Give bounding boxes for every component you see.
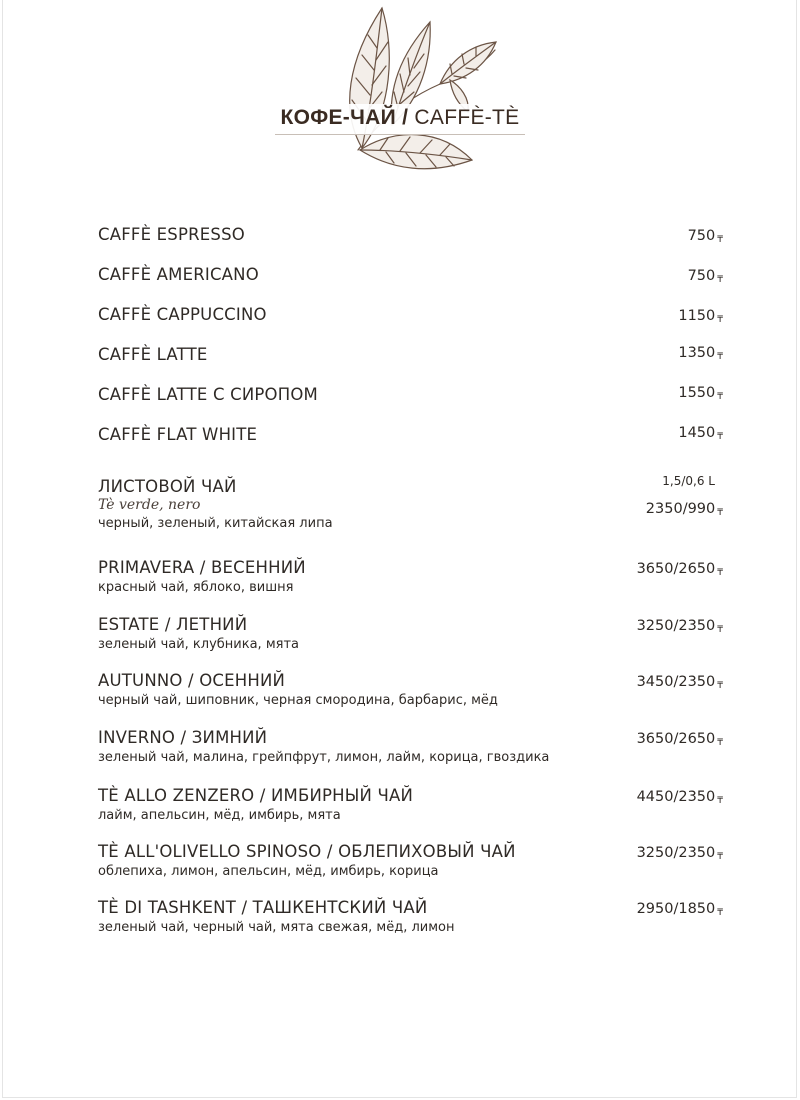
item-name: TÈ ALL'OLIVELLO SPINOSO / ОБЛЕПИХОВЫЙ ЧАЙ	[98, 842, 516, 861]
item-name: CAFFÈ LATTE С СИРОПОМ	[98, 385, 318, 404]
item-price	[688, 228, 723, 244]
item-price	[678, 425, 723, 441]
item-price	[637, 618, 723, 634]
menu-item	[98, 842, 723, 879]
item-name: CAFFÈ FLAT WHITE	[98, 425, 258, 444]
item-price	[637, 901, 723, 917]
item-name: INVERNO / ЗИМНИЙ	[98, 728, 268, 747]
currency-symbol: ₸	[717, 738, 723, 748]
item-price	[678, 308, 723, 324]
price-value: 3450/2350	[636, 674, 716, 690]
price-value: 3650/2650	[636, 731, 716, 747]
menu-item	[98, 728, 723, 765]
menu-item	[98, 671, 723, 708]
item-price	[688, 268, 723, 284]
item-price	[637, 561, 723, 577]
currency-symbol: ₸	[717, 508, 723, 518]
item-description: облепиха, лимон, апельсин, мёд, имбирь, корица	[98, 864, 439, 879]
title-ru: КОФЕ-ЧАЙ /	[280, 106, 409, 129]
menu-title	[0, 104, 800, 135]
size-label: 1,5/0,6 L	[662, 474, 715, 488]
item-price	[637, 845, 723, 861]
item-name: CAFFÈ LATTE	[98, 345, 208, 364]
menu-item	[98, 786, 723, 823]
currency-symbol: ₸	[717, 681, 723, 691]
menu-item	[98, 898, 723, 935]
price-value: 1550	[678, 385, 716, 401]
item-description: зеленый чай, малина, грейпфрут, лимон, лайм, корица, гвоздика	[98, 750, 550, 765]
menu-item	[98, 615, 723, 652]
item-name: ESTATE / ЛЕТНИЙ	[98, 615, 248, 634]
price-value: 750	[687, 228, 716, 244]
item-name: CAFFÈ ESPRESSO	[98, 225, 245, 244]
item-price	[637, 789, 723, 805]
currency-symbol: ₸	[717, 852, 723, 862]
menu-item	[98, 385, 723, 404]
price-value: 2950/1850	[636, 901, 716, 917]
currency-symbol: ₸	[717, 235, 723, 245]
item-description: зеленый чай, клубника, мята	[98, 637, 299, 652]
item-price	[678, 385, 723, 401]
menu-item-leaf-tea	[98, 474, 723, 531]
price-value: 1150	[678, 308, 716, 324]
item-script-note: Tè verde, nero	[98, 497, 201, 513]
menu-item	[98, 425, 723, 444]
price-value: 1350	[678, 345, 716, 361]
item-price	[637, 731, 723, 747]
price-value: 3250/2350	[636, 845, 716, 861]
item-name: TÈ ALLO ZENZERO / ИМБИРНЫЙ ЧАЙ	[98, 786, 414, 805]
menu-item	[98, 558, 723, 595]
currency-symbol: ₸	[717, 908, 723, 918]
leaf-branch-icon	[300, 0, 520, 180]
currency-symbol: ₸	[717, 352, 723, 362]
item-name: AUTUNNO / ОСЕННИЙ	[98, 671, 286, 690]
item-price	[637, 674, 723, 690]
currency-symbol: ₸	[717, 432, 723, 442]
price-value: 750	[687, 268, 716, 284]
currency-symbol: ₸	[717, 315, 723, 325]
item-description: зеленый чай, черный чай, мята свежая, мёд, лимон	[98, 920, 455, 935]
currency-symbol: ₸	[717, 275, 723, 285]
item-name: CAFFÈ CAPPUCCINO	[98, 305, 267, 324]
item-description: лайм, апельсин, мёд, имбирь, мята	[98, 808, 341, 823]
item-description: черный чай, шиповник, черная смородина, барбарис, мёд	[98, 693, 498, 708]
item-name: TÈ DI TASHKENT / ТАШКЕНТСКИЙ ЧАЙ	[98, 898, 428, 917]
price-value: 2350/990	[645, 501, 716, 517]
item-name: PRIMAVERA / ВЕСЕННИЙ	[98, 558, 306, 577]
menu-item	[98, 265, 723, 284]
currency-symbol: ₸	[717, 568, 723, 578]
item-price	[646, 501, 723, 517]
item-price	[678, 345, 723, 361]
menu-item	[98, 305, 723, 324]
menu-item	[98, 345, 723, 364]
item-name: ЛИСТОВОЙ ЧАЙ	[98, 477, 237, 496]
currency-symbol: ₸	[717, 625, 723, 635]
item-description: черный, зеленый, китайская липа	[98, 516, 333, 531]
price-value: 4450/2350	[636, 789, 716, 805]
title-it: CAFFÈ-TÈ	[414, 106, 520, 129]
price-value: 3250/2350	[636, 618, 716, 634]
price-value: 1450	[678, 425, 716, 441]
price-value: 3650/2650	[636, 561, 716, 577]
currency-symbol: ₸	[717, 796, 723, 806]
menu-item	[98, 225, 723, 244]
item-name: CAFFÈ AMERICANO	[98, 265, 259, 284]
item-description: красный чай, яблоко, вишня	[98, 580, 294, 595]
currency-symbol: ₸	[717, 392, 723, 402]
